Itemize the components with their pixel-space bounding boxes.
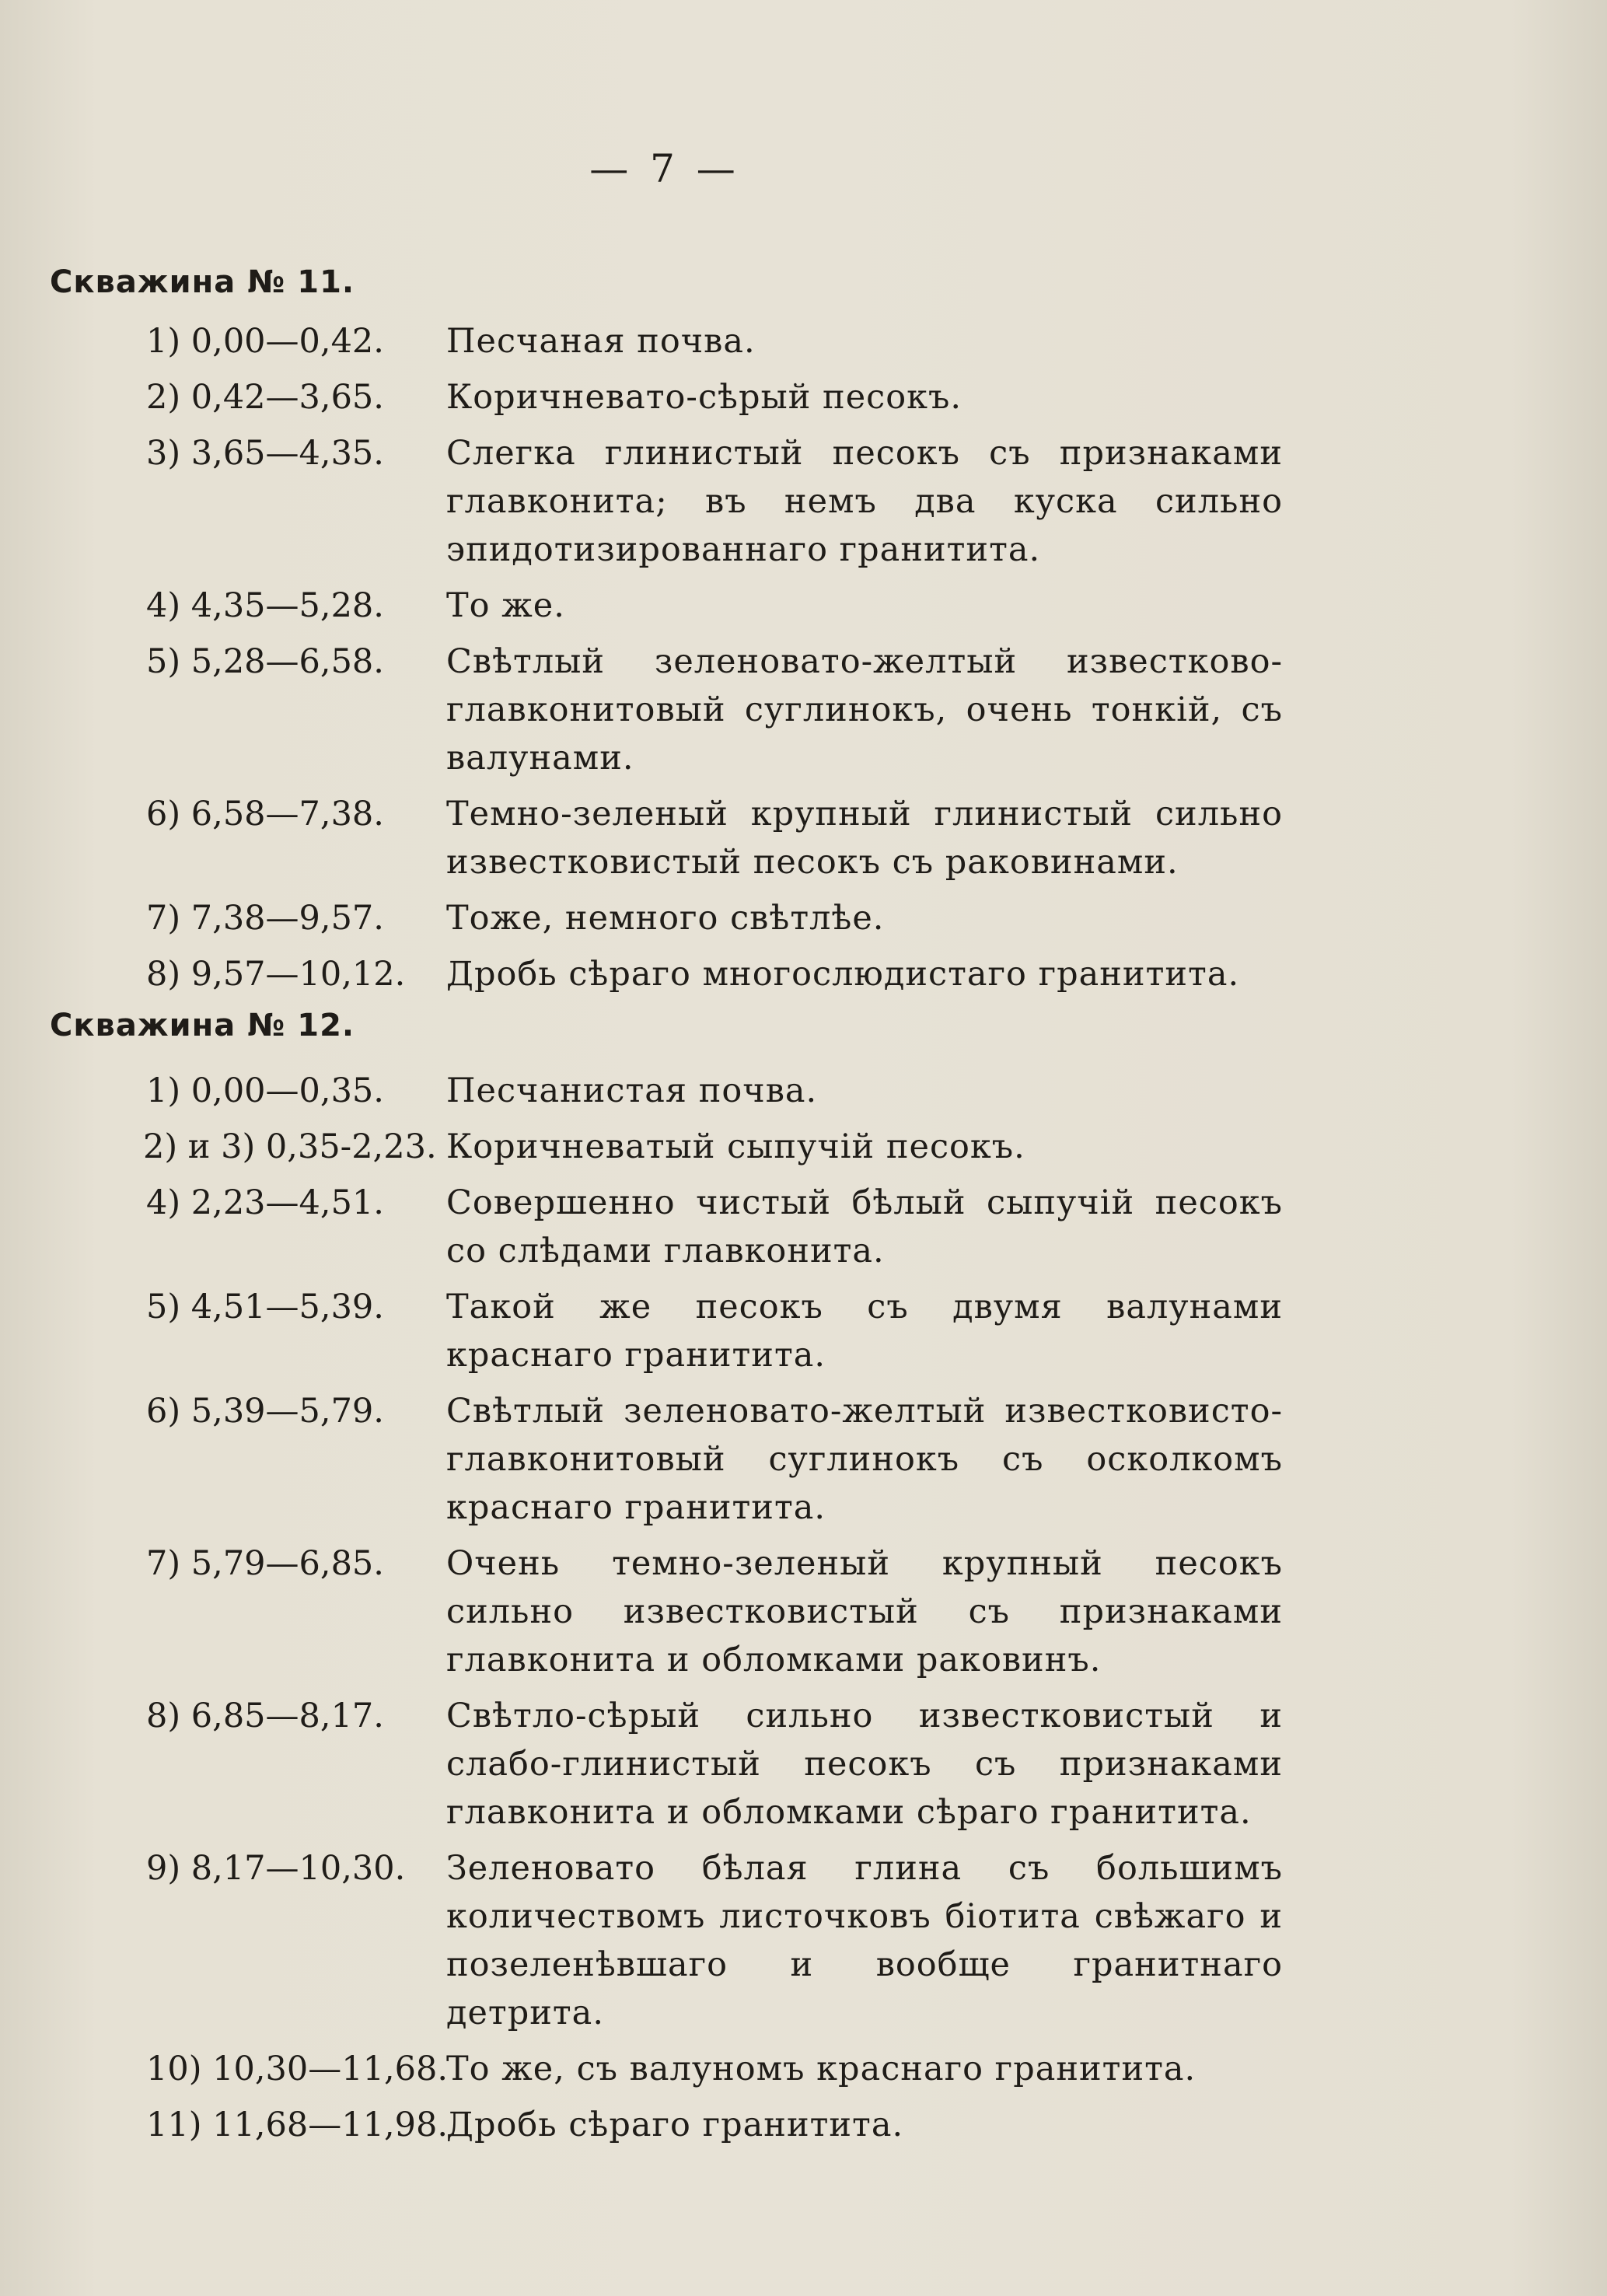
- depth-range: 10) 10,30—11,68.: [146, 2050, 449, 2088]
- depth-range: 5) 5,28—6,58.: [146, 642, 384, 681]
- layer-description: Свѣтлый зеленовато-желтый известково-главконитовый суглинокъ, очень тонкій, съ валунами.: [446, 642, 1283, 778]
- well-11-entry-2: [0, 373, 1607, 421]
- layer-description: То же.: [446, 586, 565, 625]
- well-11-entries: [0, 317, 1607, 1006]
- layer-description: Темно-зеленый крупный глинистый сильно известковистый песокъ съ раковинами.: [446, 795, 1283, 882]
- depth-range: 9) 8,17—10,30.: [146, 1849, 406, 1888]
- well-12-entries: [0, 1067, 1607, 2165]
- layer-description: Совершенно чистый бѣлый сыпучій песокъ со слѣдами главконита.: [446, 1183, 1283, 1270]
- well-12-entry-2: [0, 1123, 1607, 1171]
- well-12-entry-4: [0, 1283, 1607, 1379]
- depth-range: 6) 6,58—7,38.: [146, 795, 384, 833]
- depth-range: 1) 0,00—0,35.: [146, 1071, 384, 1110]
- page-number: — 7 —: [589, 146, 740, 191]
- well-11-entry-6: [0, 790, 1607, 886]
- depth-range: 6) 5,39—5,79.: [146, 1392, 384, 1431]
- layer-description: Зеленовато бѣлая глина съ большимъ количествомъ листочковъ біотита свѣжаго и позеленѣвшаго и вообще гранитнаго детрита.: [446, 1849, 1283, 2032]
- well-12-entry-3: [0, 1179, 1607, 1275]
- well-12-entry-7: [0, 1692, 1607, 1836]
- depth-range: 8) 9,57—10,12.: [146, 955, 406, 994]
- layer-description: Песчанистая почва.: [446, 1071, 818, 1110]
- layer-description: Такой же песокъ съ двумя валунами краснаго гранитита.: [446, 1288, 1283, 1375]
- well-11-entry-4: [0, 582, 1607, 630]
- layer-description: Слегка глинистый песокъ съ признаками главконита; въ немъ два куска сильно эпидотизированнаго гранитита.: [446, 434, 1283, 569]
- layer-description: То же, съ валуномъ краснаго гранитита.: [446, 2050, 1197, 2088]
- layer-description: Песчаная почва.: [446, 322, 756, 361]
- layer-description: Дробь сѣраго гранитита.: [446, 2106, 904, 2144]
- depth-range: 4) 4,35—5,28.: [146, 586, 384, 625]
- depth-range: 11) 11,68—11,98.: [146, 2106, 449, 2144]
- layer-description: Свѣтло-сѣрый сильно известковистый и слабо-глинистый песокъ съ признаками главконита и обломками сѣраго гранитита.: [446, 1697, 1283, 1832]
- well-11-entry-8: [0, 950, 1607, 998]
- depth-range: 7) 5,79—6,85.: [146, 1544, 384, 1583]
- well-11-entry-5: [0, 638, 1607, 782]
- depth-range: 8) 6,85—8,17.: [146, 1697, 384, 1735]
- well-12-entry-8: [0, 1844, 1607, 2037]
- layer-description: Тоже, немного свѣтлѣе.: [446, 899, 885, 938]
- well-12-entry-5: [0, 1387, 1607, 1532]
- well-11-entry-7: [0, 894, 1607, 942]
- depth-range: 2) и 3) 0,35-2,23.: [143, 1127, 437, 1166]
- layer-description: Свѣтлый зеленовато-желтый известковисто-главконитовый суглинокъ съ осколкомъ краснаго гранитита.: [446, 1392, 1283, 1527]
- layer-description: Дробь сѣраго многослюдистаго гранитита.: [446, 955, 1240, 994]
- well-11-entry-3: [0, 429, 1607, 574]
- well-12-entry-10: [0, 2101, 1607, 2149]
- well-12-entry-9: [0, 2045, 1607, 2093]
- layer-description: Очень темно-зеленый крупный песокъ сильно известковистый съ признаками главконита и обломками раковинъ.: [446, 1544, 1283, 1679]
- section-heading-well-11: Скважина № 11.: [50, 264, 355, 300]
- depth-range: 3) 3,65—4,35.: [146, 434, 384, 473]
- layer-description: Коричневато-сѣрый песокъ.: [446, 378, 962, 417]
- depth-range: 7) 7,38—9,57.: [146, 899, 384, 938]
- section-heading-well-12: Скважина № 12.: [50, 1008, 355, 1043]
- depth-range: 1) 0,00—0,42.: [146, 322, 384, 361]
- well-12-entry-6: [0, 1539, 1607, 1684]
- depth-range: 2) 0,42—3,65.: [146, 378, 384, 417]
- depth-range: 4) 2,23—4,51.: [146, 1183, 384, 1222]
- well-12-entry-1: [0, 1067, 1607, 1115]
- well-11-entry-1: [0, 317, 1607, 365]
- layer-description: Коричневатый сыпучій песокъ.: [446, 1127, 1025, 1166]
- depth-range: 5) 4,51—5,39.: [146, 1288, 384, 1326]
